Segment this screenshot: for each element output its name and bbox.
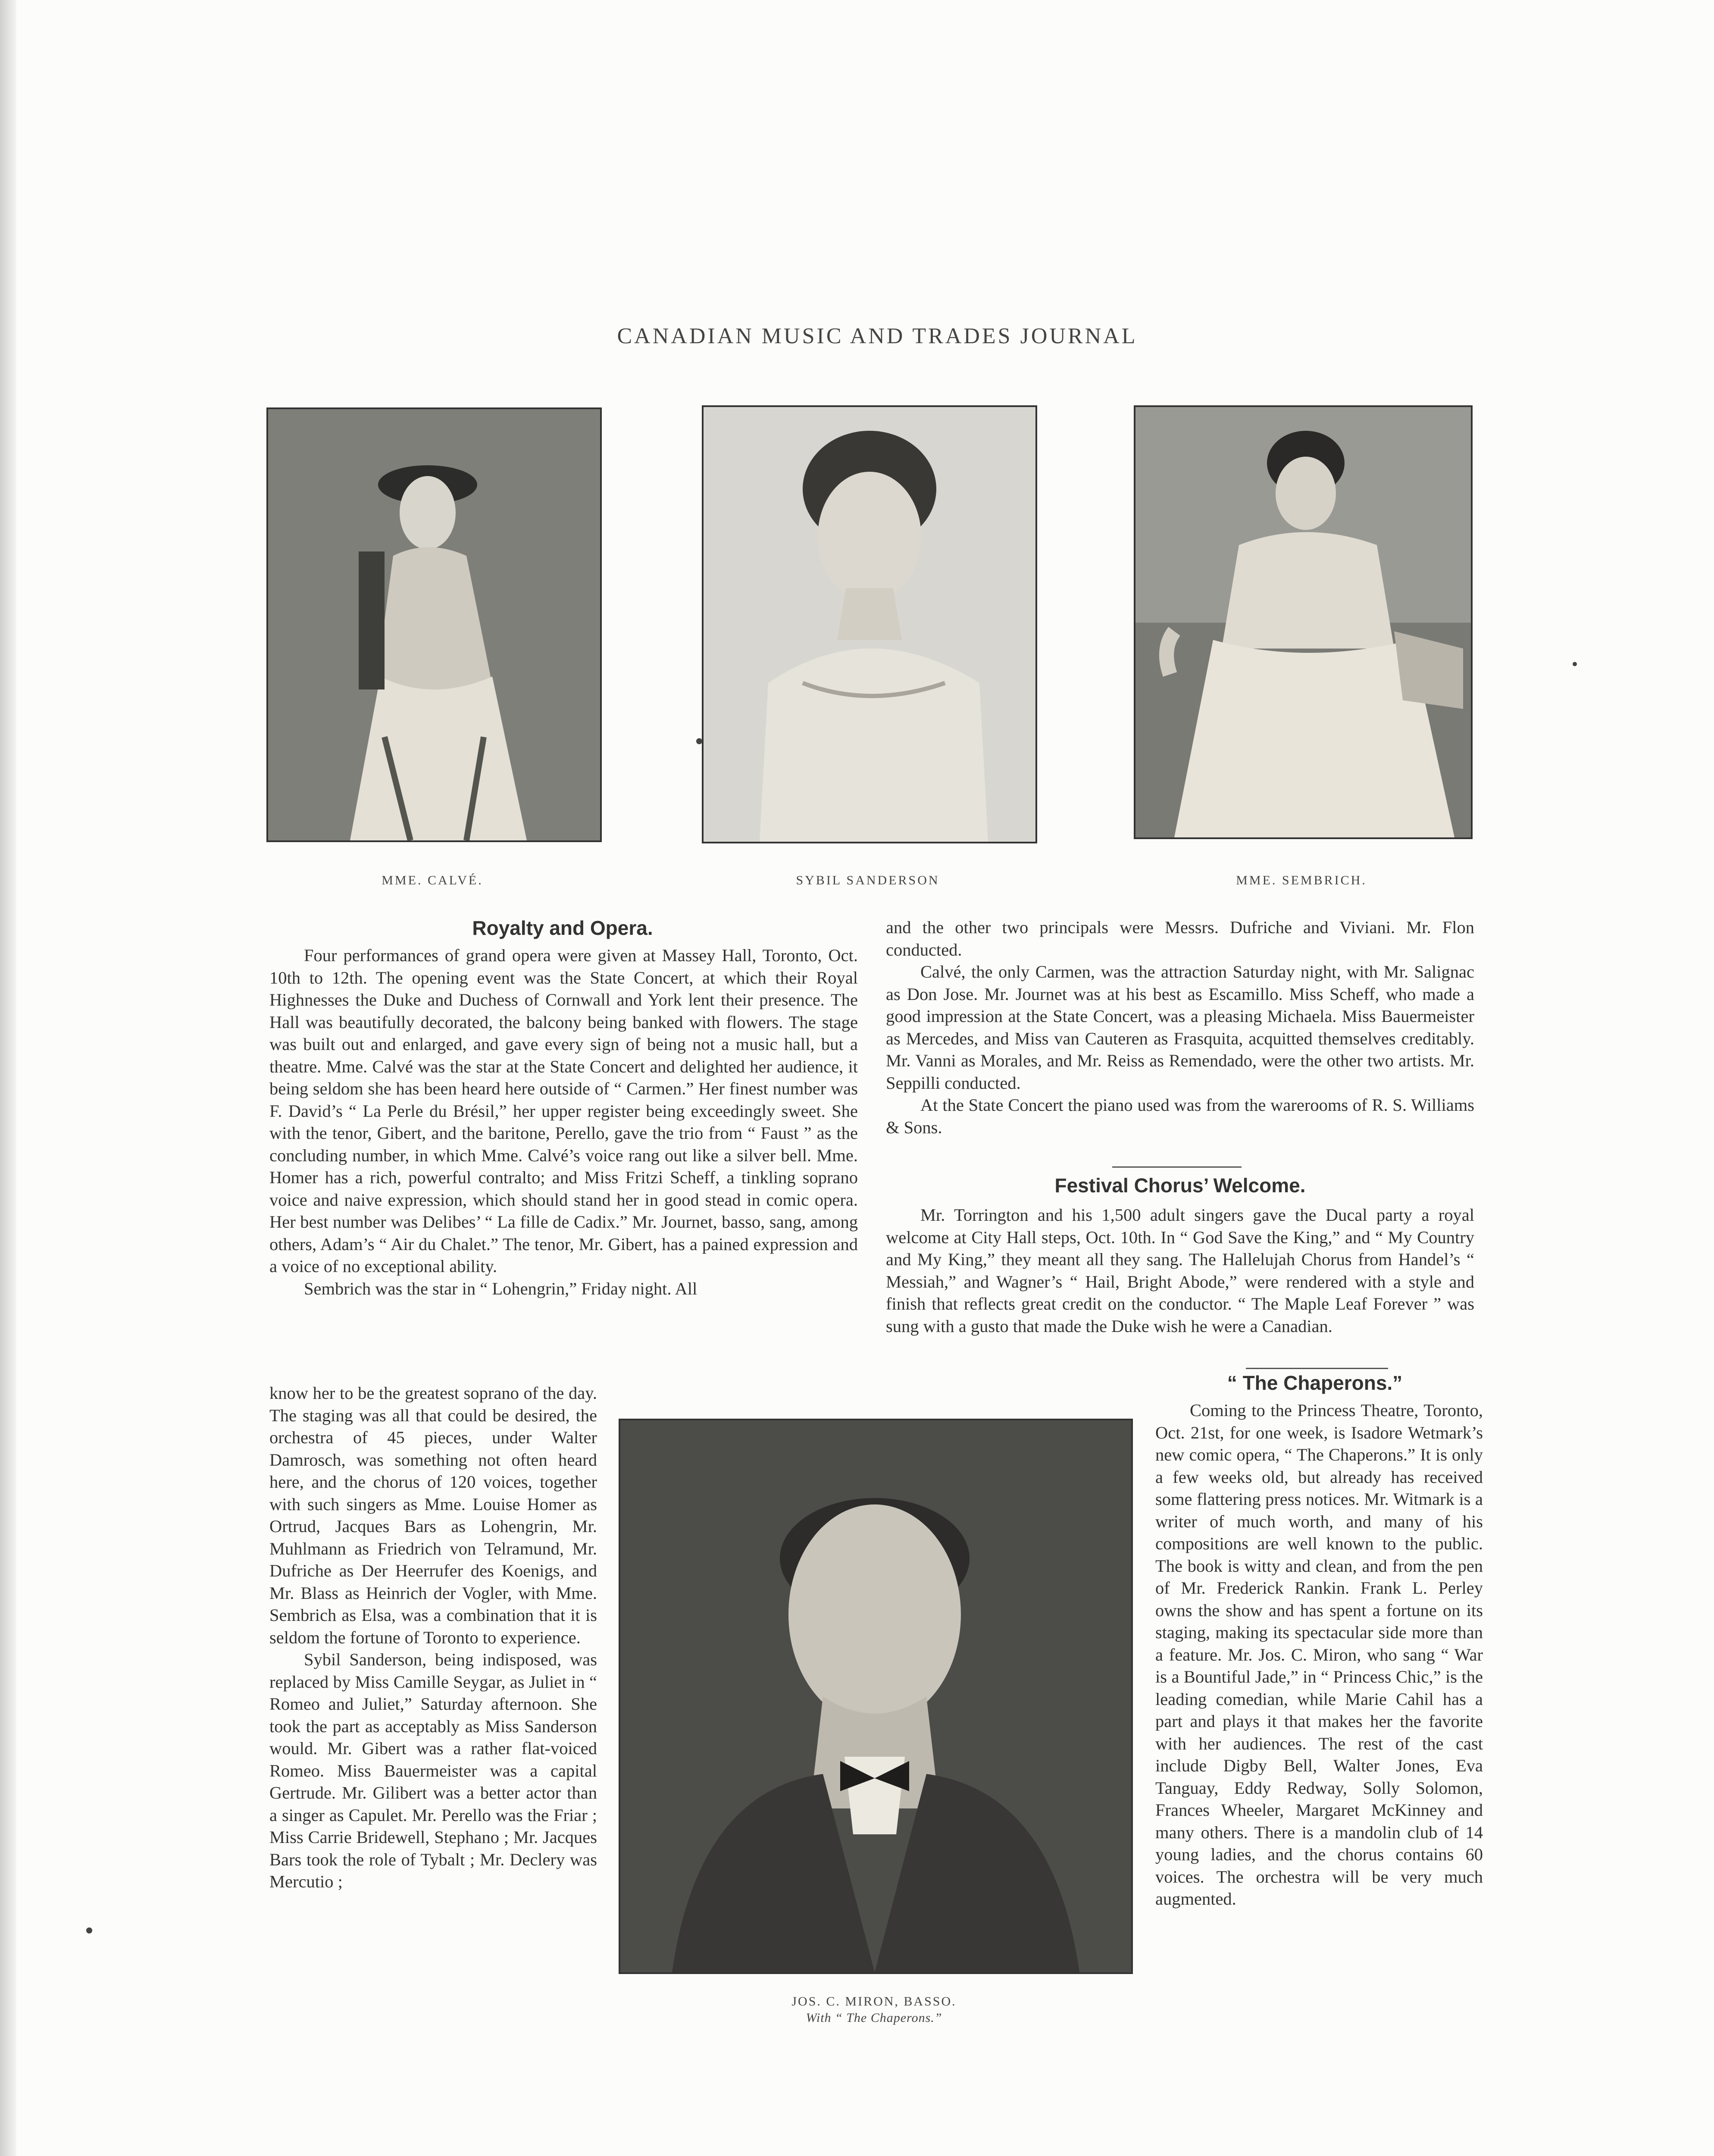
chaperons-paragraph: Coming to the Princess Theatre, Toronto, Oct. 21st, for one week, is Isadore Wetmark’s new comic opera, “ The Chaperons.” It is only a few weeks old, but already has received some flattering press notices. Mr. Witmark is a writer of much worth, and many of his compositions are well known to the public. The book is witty and clean, and from the pen of Mr. Frederick Rankin. Frank L. Perley owns the show and has spent a fortune on its staging, making its spectacular side more than a feature. Mr. Jos. C. Miron, who sang “ War is a Bountiful Jade,” in “ Princess Chic,” is the leading comedian, while Marie Cahil has a part and plays it that makes her the favorite with her audiences. The rest of the cast include Digby Bell, Walter Jones, Eva Tanguay, Eddy Redway, Solly Solomon, Frances Wheeler, Margaret McKinney and many others. There is a mandolin club of 14 young ladies, and the chorus contains 60 voices. The orchestra will be very much augmented. (1155, 1401, 1483, 1908)
miron-subcaption (619, 2011, 1129, 2025)
calve-caption: MME. CALVÉ. (382, 873, 483, 887)
section-divider (1112, 1166, 1242, 1168)
miron-portrait (619, 1419, 1133, 1974)
royalty-paragraph-2-start: Sembrich was the star in “ Lohengrin,” Friday night. All (304, 1279, 697, 1298)
sembrich-portrait (1134, 405, 1473, 839)
royalty-column-1-narrow (269, 1382, 597, 1893)
section-divider-2 (1246, 1368, 1388, 1369)
print-speck (86, 1927, 92, 1934)
chaperons-column (1155, 1399, 1483, 1910)
royalty-paragraph-5: Calvé, the only Carmen, was the attraction Saturday night, with Mr. Salignac as Don Jose. Mr. Journet was at his best as Escamillo. Miss Scheff, who made a good impression at the State Concert, was a pleasing Michaela. Miss Bauermeister as Mercedes, and Miss van Cauteren as Frasquita, acquitted themselves creditably. Mr. Vanni as Morales, and Mr. Reiss as Remendado, were the other two artists. Mr. Seppilli conducted. (886, 962, 1474, 1093)
sanderson-caption: SYBIL SANDERSON (796, 873, 940, 887)
royalty-paragraph-2-continued: know her to be the greatest soprano of the day. The staging was all that could be desired, the orchestra of 45 pieces, under Walter Damrosch, was something not often heard here, and the chorus of 120 voices, together with such singers as Mme. Louise Homer as Ortrud, Jacques Bars as Lohengrin, Mr. Muhlmann as Friedrich von Telramund, Mr. Dufriche as Der Heerrufer des Koenigs, and Mr. Blass as Heinrich der Vogler, with Mme. Sembrich as Elsa, was a combination that it is seldom the fortune of Toronto to experience. (269, 1383, 597, 1647)
festival-paragraph: Mr. Torrington and his 1,500 adult singers gave the Ducal party a royal welcome at City Hall steps, Oct. 10th. In “ God Save the King,” and “ My Country and My King,” they meant all they sang. The Hallelujah Chorus from Handel’s “ Messiah,” and Wagner’s “ Hail, Bright Abode,” were rendered with a style and finish that reflects great credit on the conductor. “ The Maple Leaf Forever ” was sung with a gusto that made the Duke wish he were a Canadian. (886, 1205, 1474, 1336)
royalty-paragraph-4: and the other two principals were Messrs. Dufriche and Viviani. Mr. Flon conducted. (886, 918, 1474, 959)
royalty-paragraph-3: Sybil Sanderson, being indisposed, was replaced by Miss Camille Seygar, as Juliet in “ Romeo and Juliet,” Saturday afternoon. She took the part as acceptably as Miss Sanderson would. Mr. Gibert was a rather flat-voiced Romeo. Miss Bauermeister was a capital Gertrude. Mr. Gilibert was a better actor than a singer as Capulet. Mr. Perello was the Friar ; Miss Carrie Bridewell, Stephano ; Mr. Jacques Bars took the role of Tybalt ; Mr. Declery was Mercutio ; (269, 1650, 597, 1891)
calve-portrait (266, 407, 602, 842)
sanderson-portrait (702, 405, 1037, 843)
chaperons-heading: “ The Chaperons.” (1227, 1372, 1403, 1394)
miron-caption: JOS. C. MIRON, BASSO. (791, 1994, 957, 2009)
festival-heading: Festival Chorus’ Welcome. (1054, 1174, 1306, 1197)
miron-subcaption-text: With “ The Chaperons.” (806, 2011, 942, 2025)
journal-header: CANADIAN MUSIC AND TRADES JOURNAL (617, 324, 1138, 348)
festival-column (886, 1204, 1474, 1337)
royalty-column-2 (886, 916, 1474, 1138)
royalty-paragraph-1: Four performances of grand opera were given at Massey Hall, Toronto, Oct. 10th to 12th. The opening event was the State Concert, at which their Royal Highnesses the Duke and Duchess of Cornwall and York lent their presence. The Hall was beautifully decorated, the balcony being banked with flowers. The stage was built out and enlarged, and gave every sign of being not a music hall, but a theatre. Mme. Calvé was the star at the State Concert and delighted her audience, it being seldom she has been heard here outside of “ Carmen.” Her finest number was F. David’s “ La Perle du Brésil,” her upper register being exceedingly sweet. She with the tenor, Gibert, and the baritone, Perello, gave the trio from “ Faust ” as the concluding number, in which Mme. Calvé’s voice rang out like a silver bell. Mme. Homer has a rich, powerful contralto; and Miss Fritzi Scheff, a tinkling soprano voice and naive expression, which should stand her in good stead in comic opera. Her best number was Delibes’ “ La fille de Cadix.” Mr. Journet, basso, sang, among others, Adam’s “ Air du Chalet.” The tenor, Mr. Gibert, has a pained expression and a voice of no exceptional ability. (269, 946, 858, 1276)
royalty-paragraph-6: At the State Concert the piano used was from the warerooms of R. S. Williams & Sons. (886, 1095, 1474, 1137)
royalty-opera-heading: Royalty and Opera. (472, 917, 653, 939)
royalty-column-1 (269, 944, 858, 1300)
sembrich-caption: MME. SEMBRICH. (1236, 873, 1367, 887)
print-speck (696, 738, 702, 744)
print-speck (1573, 662, 1577, 666)
